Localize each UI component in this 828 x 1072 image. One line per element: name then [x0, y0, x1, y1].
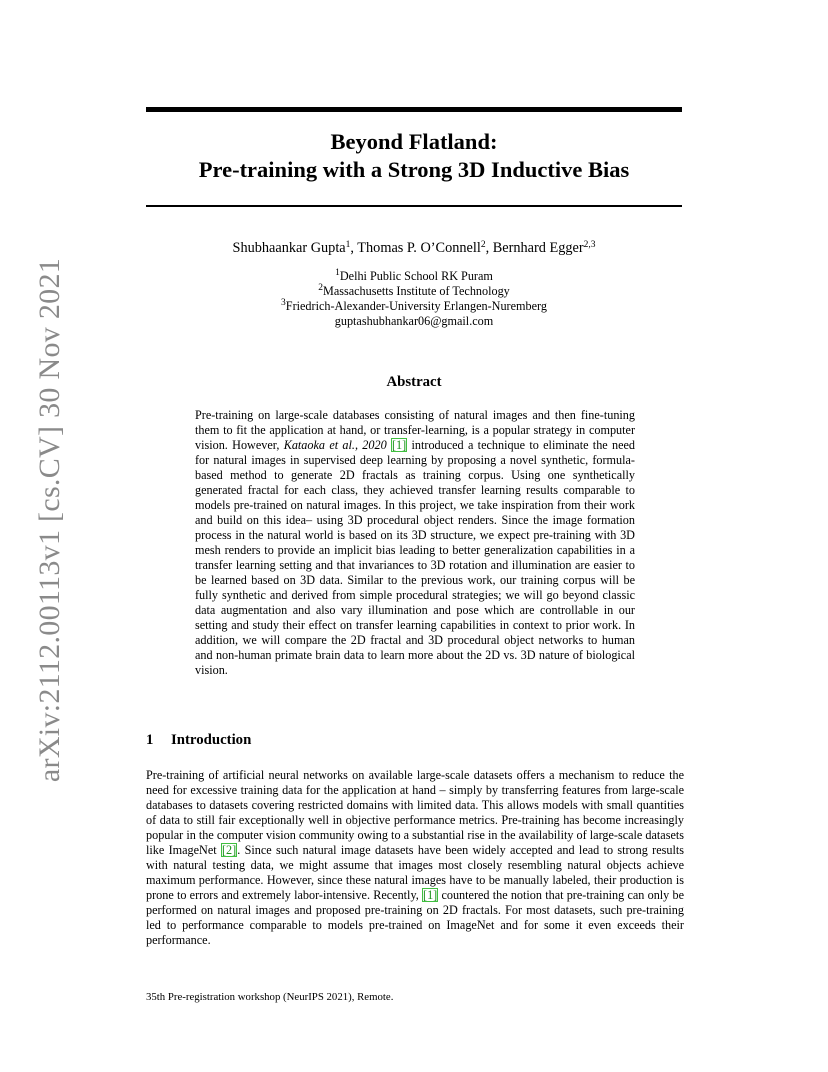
intro-text-part: countered the notion that pre-training can only be performed on natural images and proposed pre-training on 2D fractals. For most datasets, such pre-training led to performance comparable to models pre-trained on ImageNet and for some it even exceeds their performance. — [146, 888, 684, 947]
affiliation-mark: 3 — [281, 298, 286, 308]
contact-email: guptashubhankar06@gmail.com — [334, 314, 494, 328]
abstract-text-part: introduced a technique to eliminate the need for natural images in supervised deep learning by proposing a novel synthetic, formula-based method to generate 2D fractals as training corpus. Using one synthetically generated fractal for each class, they achieved transfer learning results comparable to models pre-trained on natural images. In this project, we take inspiration from their work and build on this idea– using 3D procedural object renders. Since the image formation process in the natural world is based on its 3D structure, we expect pre-training with 3D mesh renders to provide an implicit bias leading to better generalization capabilities in a transfer learning setting and that invariances to 3D rotation and illumination are easier to be learned based on 3D data. Similar to the previous work, our training corpus will be fully synthetic and derived from simple procedural strategies; we will go beyond classic data augmentation and also vary illumination and pose which are controllable in our setting and study their effect on transfer learning capabilities in context to prior work. In addition, we will compare the 2D fractal and 3D procedural object networks to human and non-human primate brain data to learn more about the 2D vs. 3D nature of biological vision. — [195, 438, 636, 677]
title-top-rule — [146, 107, 682, 112]
abstract-text — [195, 408, 635, 678]
affiliation-name: Massachusetts Institute of Technology — [322, 284, 510, 298]
paper-title — [146, 128, 682, 184]
section-heading-introduction — [146, 731, 251, 749]
citation-link[interactable]: [2] — [222, 843, 237, 857]
affiliation-block — [146, 269, 682, 329]
intro-text-part: Pre-training of artificial neural networks on available large-scale datasets offers a mechanism to reduce the need for excessive training data for the application at hand – simply by transferring features from large-scale databases to datasets covering restricted domains with limited data. This allows models with small quantities of data to still fair exceptionally well in objective performance metrics. Pre-training has become increasingly popular in the computer vision community owing to a substantial rise in the availability of large-scale datasets like ImageNet — [146, 768, 684, 857]
introduction-paragraph — [146, 768, 684, 948]
abstract-reference-authors: Kataoka et al., 2020 — [283, 438, 387, 452]
abstract-text-part: Pre-training on large-scale databases consisting of natural images and then fine-tuning them to fit the application at hand, or transfer-learning, is a popular strategy in computer vision. However, — [195, 408, 635, 452]
affiliation-name: Delhi Public School RK Puram — [339, 269, 493, 283]
intro-text-part: . Since such natural image datasets have been widely accepted and lead to strong results with natural testing data, we might assume that images most closely resembling natural objects achieve maximum performance. However, since these natural images have to be manually labeled, their production is prone to errors and extremely labor-intensive. Recently, — [146, 843, 684, 902]
author-name: Bernhard Egger — [492, 240, 584, 256]
page-footer: 35th Pre-registration workshop (NeurIPS 2021), Remote. — [146, 991, 394, 1003]
author-affiliation-mark: 1 — [345, 240, 351, 250]
affiliation-mark: 1 — [335, 268, 340, 278]
affiliation-name: Friedrich-Alexander-University Erlangen-Nuremberg — [285, 299, 547, 313]
author-affiliation-mark: 2,3 — [583, 240, 596, 250]
author-list — [146, 239, 682, 257]
section-title: Introduction — [171, 732, 252, 748]
section-number: 1 — [146, 732, 154, 748]
citation-link[interactable]: [1] — [392, 438, 407, 452]
author-name: Thomas P. O’Connell — [357, 240, 481, 256]
arxiv-identifier-stamp: arXiv:2112.00113v1 [cs.CV] 30 Nov 2021 — [33, 257, 66, 783]
author-name: Shubhaankar Gupta — [232, 240, 346, 256]
author-affiliation-mark: 2 — [480, 240, 486, 250]
citation-link[interactable]: [1] — [423, 888, 438, 902]
affiliation-line — [146, 269, 682, 284]
affiliation-line — [146, 299, 682, 314]
abstract-heading: Abstract — [386, 374, 442, 390]
title-bottom-rule — [146, 205, 682, 207]
affiliation-mark: 2 — [318, 283, 323, 293]
author-separator: , — [485, 240, 493, 256]
author-separator: , — [350, 240, 358, 256]
paper-title-line-1: Beyond Flatland: — [330, 129, 498, 154]
paper-title-line-2: Pre-training with a Strong 3D Inductive Bias — [198, 157, 630, 182]
affiliation-line — [146, 284, 682, 299]
